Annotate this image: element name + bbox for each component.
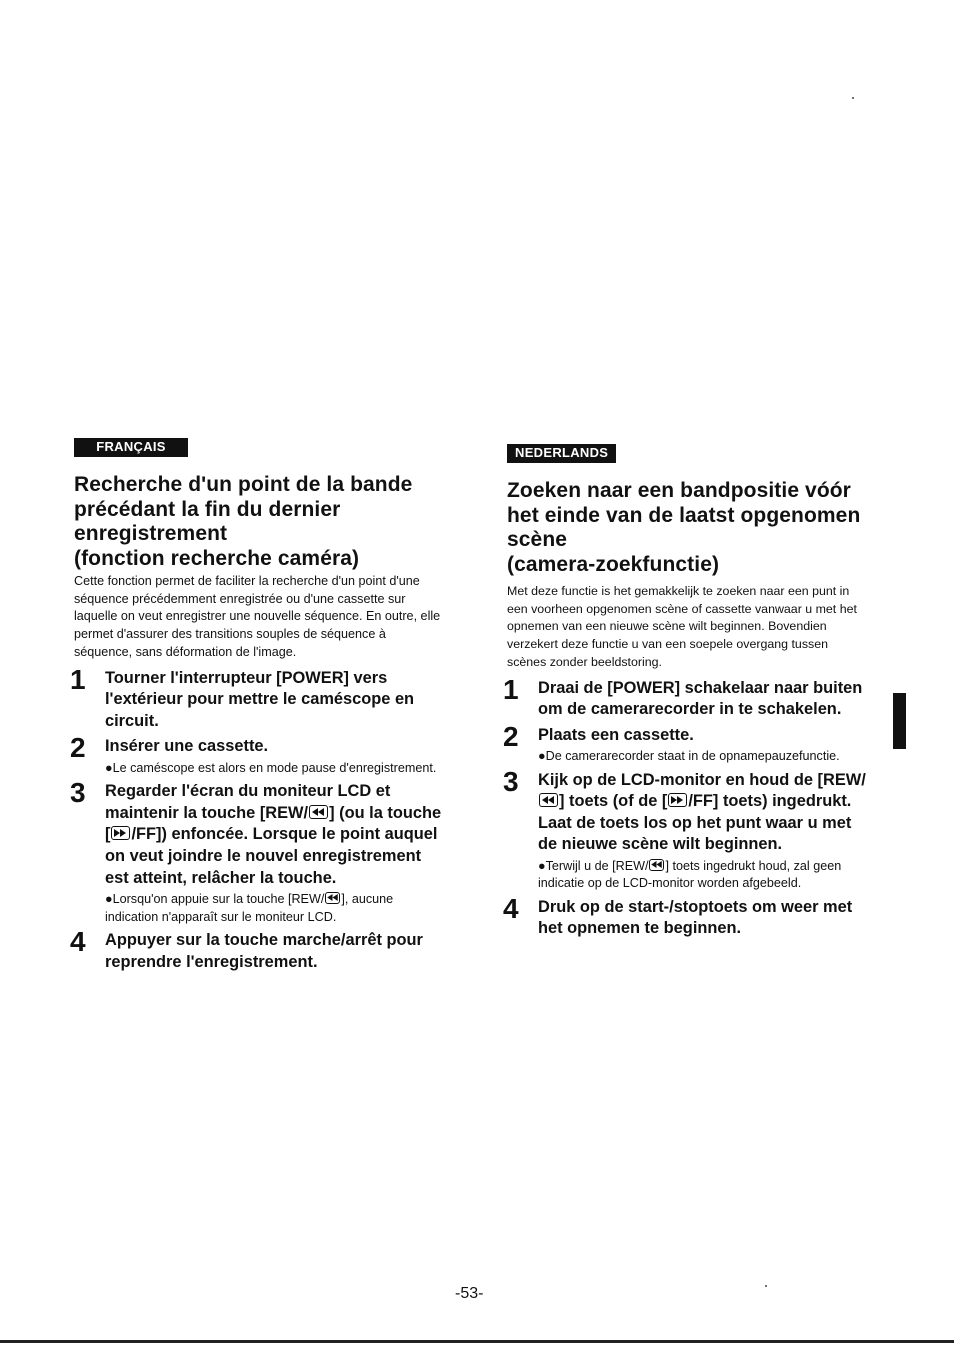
title-line: précédant la fin du dernier [74, 497, 341, 521]
title-line: Zoeken naar een bandpositie vóór [507, 479, 851, 502]
chapter-tab-marker [893, 693, 906, 749]
step-text: Draai de [POWER] schakelaar naar buiten om de camerarecorder in te schakelen. [538, 678, 863, 719]
step-number: 4 [70, 926, 86, 958]
step-note: ●Le caméscope est alors en mode pause d'enregistrement. [105, 760, 437, 775]
step-text [105, 781, 446, 889]
step-2 [503, 720, 869, 766]
intro-paragraph-fr: Cette fonction permet de faciliter la recherche d'un point d'une séquence précédemment enregistrée ou d'une cassette sur laquelle on veut enregistrer une nouvelle séquence. En outre, elle permet d'assurer des transitions souples de séquence à séquence, sans déformation de l'image. [74, 574, 441, 659]
step-text-part: ] toets (of de [ [559, 792, 668, 811]
step-list-fr [70, 663, 446, 974]
step-text-part: ] (ou la touche [ [105, 803, 442, 844]
french-column [70, 438, 446, 973]
step-text: Plaats een cassette. [538, 725, 694, 744]
step-text: Druk op de start-/stoptoets om weer met het opnemen te beginnen. [538, 897, 853, 938]
step-3 [503, 765, 869, 893]
step-number: 2 [503, 720, 519, 752]
title-line: het einde van de laatst opgenomen [507, 503, 861, 527]
title-line: enregistrement [74, 522, 228, 545]
step-text-part: /FF]) enfoncée. Lorsque le point auquel on veut joindre le nouvel enregistrement est atteint, relâcher la touche. [105, 825, 438, 887]
rewind-icon [649, 859, 664, 871]
step-note: ●De camerarecorder staat in de opnamepauzefunctie. [538, 749, 840, 764]
step-list-nl [503, 673, 869, 941]
step-number: 3 [503, 765, 519, 797]
step-3 [70, 777, 446, 926]
scan-speck [765, 1285, 767, 1287]
rewind-icon [539, 793, 558, 807]
rewind-icon [325, 892, 340, 904]
step-note [105, 891, 446, 926]
language-badge-fr: FRANÇAIS [74, 438, 188, 457]
step-text [538, 770, 869, 856]
step-number: 1 [503, 673, 519, 705]
step-1 [503, 673, 869, 721]
step-text-part: Regarder l'écran du moniteur LCD et maintenir la touche [REW/ [105, 782, 391, 822]
step-note-part: ], aucune indication n'apparaît sur le moniteur LCD. [105, 892, 394, 924]
section-title-nl [507, 479, 869, 577]
intro-paragraph-nl: Met deze functie is het gemakkelijk te zoeken naar een punt in een voorheen opgenomen scène of cassette vanwaar u met het opnemen van een nieuwe scène wilt beginnen. Bovendien verzekert deze functie u van een soepele overgang tussen scènes zonder beeldstoring. [507, 584, 857, 669]
step-note-part: ●Lorsqu'on appuie sur la touche [REW/ [105, 892, 325, 907]
section-title-fr [74, 473, 446, 571]
language-badge-nl: NEDERLANDS [507, 444, 616, 463]
page-number: -53- [455, 1285, 484, 1302]
step-note-part: ] toets ingedrukt houd, zal geen indicatie op de LCD-monitor worden afgebeeld. [538, 859, 842, 891]
title-line: (fonction recherche caméra) [74, 546, 360, 570]
step-number: 4 [503, 892, 519, 924]
step-text: Tourner l'interrupteur [POWER] vers l'extérieur pour mettre le caméscope en circuit. [105, 668, 415, 730]
step-number: 2 [70, 732, 86, 764]
step-2 [70, 732, 446, 777]
step-number: 3 [70, 777, 86, 809]
rewind-icon [309, 805, 328, 819]
bottom-rule [0, 1340, 954, 1343]
step-text-part: /FF] toets) ingedrukt. Laat de toets los op het punt waar u met de nieuwe scène wilt beginnen. [538, 792, 852, 854]
step-number: 1 [70, 663, 86, 695]
step-text: Appuyer sur la touche marche/arrêt pour reprendre l'enregistrement. [105, 931, 423, 971]
step-4 [70, 926, 446, 973]
step-1 [70, 663, 446, 733]
step-note-part: ●Terwijl u de [REW/ [538, 859, 649, 874]
step-text: Insérer une cassette. [105, 737, 269, 756]
step-text-part: Kijk op de LCD-monitor en houd de [REW/ [538, 770, 866, 789]
step-4 [503, 892, 869, 940]
title-line: Recherche d'un point de la bande [74, 473, 413, 496]
step-note [538, 858, 869, 893]
title-line: scène [507, 528, 568, 551]
dutch-column [503, 438, 869, 940]
fast-forward-icon [668, 793, 687, 807]
scan-speck [852, 97, 854, 99]
fast-forward-icon [111, 826, 130, 840]
title-line: (camera-zoekfunctie) [507, 552, 720, 576]
